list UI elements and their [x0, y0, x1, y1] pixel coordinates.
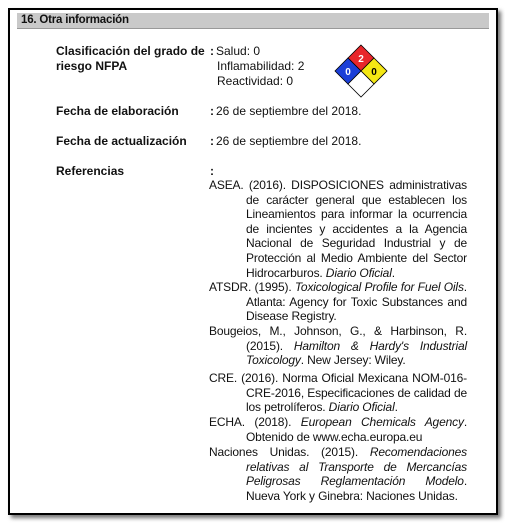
- section-title: 16. Otra información: [21, 14, 129, 26]
- referencias-colon: :: [210, 164, 214, 178]
- nfpa-inflamabilidad: Inflamabilidad: 2: [217, 59, 305, 73]
- nfpa-reactividad: Reactividad: 0: [217, 74, 294, 88]
- reference-italic: Hamilton & Hardy's Industrial Toxicology: [246, 338, 468, 368]
- nfpa-salud: Salud: 0: [216, 44, 261, 58]
- reference-text-end: .: [394, 400, 398, 415]
- fecha-actualizacion-label: Fecha de actualización: [56, 134, 187, 148]
- reference-text-end: . Obtenido de www.echa.europa.eu: [246, 415, 468, 444]
- nfpa-yellow-value: 0: [371, 67, 377, 78]
- fecha-elaboracion-label: Fecha de elaboración: [56, 104, 179, 118]
- nfpa-colon: :: [210, 44, 214, 58]
- reference-text: Naciones Unidas. (2015).: [209, 445, 370, 459]
- reference-item: [209, 415, 467, 444]
- section-header: [17, 13, 489, 29]
- nfpa-blue-value: 0: [345, 67, 351, 78]
- reference-item: [209, 324, 467, 368]
- reference-item: [209, 280, 467, 324]
- reference-text-end: . Atlanta: Agency for Toxic Substances and Disease Registry.: [246, 280, 467, 324]
- reference-item: [209, 178, 467, 280]
- reference-italic: European Chemicals Agency: [300, 415, 464, 429]
- reference-text: CRE. (2016). Norma Oficial Mexicana NOM-016-CRE-2016, Especificaciones de calidad de los petrolíferos.: [209, 371, 467, 415]
- reference-text: ATSDR. (1995).: [209, 280, 295, 294]
- nfpa-label-line1: Clasificación del grado de: [56, 44, 205, 58]
- reference-text-end: . New Jersey: Wiley.: [300, 353, 406, 368]
- fecha-elaboracion-value: 26 de septiembre del 2018.: [216, 104, 362, 118]
- reference-text: ASEA. (2016). DISPOSICIONES administrativas de carácter general que establecen los Lineamientos para informar la ocurrencia de incientes y accidentes a la Agencia Nacional de Seguridad Industrial y de Protección al Medio Ambiente del Sector Hidrocarburos.: [209, 178, 467, 280]
- reference-text-end: . Nueva York y Ginebra: Naciones Unidas.: [246, 474, 467, 503]
- fecha-elaboracion-colon: :: [210, 104, 214, 118]
- nfpa-label: [56, 44, 205, 74]
- reference-item: [209, 445, 467, 503]
- reference-italic: Diario Oficial: [328, 400, 395, 415]
- nfpa-label-line2: riesgo NFPA: [56, 59, 128, 73]
- reference-text: Bougeios, M., Johnson, G., & Harbinson, R. (2015).: [209, 324, 467, 353]
- reference-item: [209, 371, 467, 415]
- nfpa-diamond-icon: [333, 43, 389, 99]
- reference-italic: Recomendaciones relativas al Transporte de Mercancías Peligrosas Reglamentación Modelo: [246, 445, 467, 489]
- reference-italic: Diario Oficial: [325, 265, 392, 280]
- reference-text-end: .: [391, 265, 395, 280]
- reference-italic: Toxicological Profile for Fuel Oils: [294, 280, 464, 294]
- fecha-actualizacion-colon: :: [210, 134, 214, 148]
- nfpa-red-value: 2: [358, 54, 364, 65]
- referencias-label: Referencias: [56, 164, 125, 178]
- reference-text: ECHA. (2018).: [209, 415, 301, 429]
- fecha-actualizacion-value: 26 de septiembre del 2018.: [216, 134, 362, 148]
